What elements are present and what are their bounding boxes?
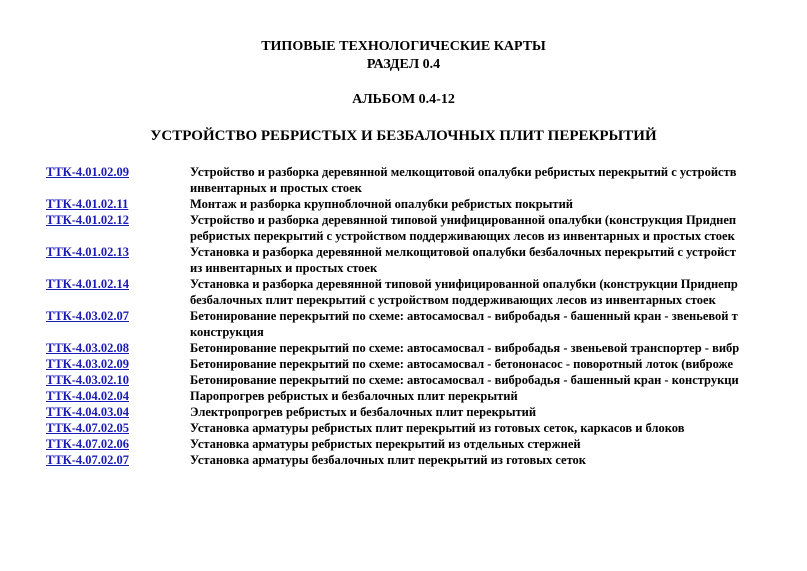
ttk-description [190, 340, 772, 356]
ttk-description-line: Бетонирование перекрытий по схеме: автосамосвал - вибробадья - башенный кран - конструкци [190, 373, 739, 387]
ttk-row [0, 244, 807, 276]
ttk-row [0, 388, 807, 404]
ttk-code-link[interactable]: ТТК-4.03.02.10 [46, 373, 130, 387]
ttk-row [0, 196, 807, 212]
ttk-code-link[interactable]: ТТК-4.03.02.08 [46, 341, 130, 355]
ttk-row [0, 372, 807, 388]
ttk-description-line: Устройство и разборка деревянной типовой унифицированной опалубки (конструкция Приднеп [190, 213, 737, 227]
ttk-row [0, 452, 807, 468]
ttk-description [190, 436, 772, 452]
ttk-description-line: безбалочных плит перекрытий с устройством поддерживающих лесов из инвентарных стоек [190, 293, 716, 307]
ttk-description [190, 372, 772, 388]
ttk-description-line: Бетонирование перекрытий по схеме: автосамосвал - вибробадья - башенный кран - звеньевой т [190, 309, 738, 323]
doc-title: ТИПОВЫЕ ТЕХНОЛОГИЧЕСКИЕ КАРТЫ [261, 39, 546, 54]
ttk-code-link[interactable]: ТТК-4.01.02.11 [46, 197, 129, 211]
ttk-row [0, 212, 807, 244]
ttk-code-link[interactable]: ТТК-4.01.02.12 [46, 213, 130, 227]
ttk-description-line: Установка арматуры безбалочных плит перекрытий из готовых сеток [190, 453, 587, 467]
ttk-description-line: Устройство и разборка деревянной мелкощитовой опалубки ребристых перекрытий с устройств [190, 165, 737, 179]
ttk-description-line: Установка и разборка деревянной мелкощитовой опалубки безбалочных перекрытий с устройст [190, 245, 736, 259]
ttk-description [190, 212, 772, 244]
ttk-code-link[interactable]: ТТК-4.01.02.09 [46, 165, 130, 179]
ttk-row [0, 404, 807, 420]
ttk-row [0, 420, 807, 436]
ttk-description [190, 244, 772, 276]
ttk-code-link[interactable]: ТТК-4.07.02.06 [46, 437, 130, 451]
ttk-code-link[interactable]: ТТК-4.03.02.09 [46, 357, 130, 371]
ttk-description [190, 404, 772, 420]
ttk-description-line: Бетонирование перекрытий по схеме: автосамосвал - вибробадья - звеньевой транспортер - вибр [190, 341, 740, 355]
ttk-code-link[interactable]: ТТК-4.04.02.04 [46, 389, 130, 403]
ttk-description [190, 196, 772, 212]
ttk-description-line: Установка арматуры ребристых плит перекрытий из готовых сеток, каркасов и блоков [190, 421, 685, 435]
ttk-description [190, 452, 772, 468]
ttk-code-link[interactable]: ТТК-4.04.03.04 [46, 405, 130, 419]
ttk-code-link[interactable]: ТТК-4.07.02.05 [46, 421, 130, 435]
ttk-description [190, 308, 772, 340]
ttk-description-line: Установка и разборка деревянной типовой унифицированной опалубки (конструкции Приднепр [190, 277, 738, 291]
ttk-code-link[interactable]: ТТК-4.07.02.07 [46, 453, 130, 467]
ttk-row [0, 276, 807, 308]
ttk-description-line: Бетонирование перекрытий по схеме: автосамосвал - бетононасос - поворотный лоток (виброже [190, 357, 733, 371]
ttk-row [0, 340, 807, 356]
ttk-row [0, 308, 807, 340]
album-subtitle: УСТРОЙСТВО РЕБРИСТЫХ И БЕЗБАЛОЧНЫХ ПЛИТ ПЕРЕКРЫТИЙ [150, 128, 657, 144]
ttk-row [0, 436, 807, 452]
ttk-description-line: Установка арматуры ребристых перекрытий из отдельных стержней [190, 437, 581, 451]
ttk-code-link[interactable]: ТТК-4.01.02.14 [46, 277, 130, 291]
ttk-row [0, 356, 807, 372]
ttk-description-line: конструкция [190, 325, 264, 339]
album-title: АЛЬБОМ 0.4-12 [352, 92, 455, 107]
ttk-description-line: инвентарных и простых стоек [190, 181, 362, 195]
ttk-description-line: Монтаж и разборка крупноблочной опалубки ребристых покрытий [190, 197, 573, 211]
ttk-row [0, 164, 807, 196]
ttk-description-line: Электропрогрев ребристых и безбалочных плит перекрытий [190, 405, 537, 419]
ttk-code-link[interactable]: ТТК-4.03.02.07 [46, 309, 130, 323]
ttk-list [0, 164, 807, 468]
ttk-code-link[interactable]: ТТК-4.01.02.13 [46, 245, 130, 259]
ttk-description-line: Паропрогрев ребристых и безбалочных плит перекрытий [190, 389, 518, 403]
ttk-description [190, 388, 772, 404]
ttk-description [190, 356, 772, 372]
ttk-description [190, 276, 772, 308]
section-title: РАЗДЕЛ 0.4 [366, 57, 441, 72]
ttk-description [190, 420, 772, 436]
ttk-description-line: ребристых перекрытий с устройством поддерживающих лесов из инвентарных и простых стоек [190, 229, 735, 243]
ttk-description [190, 164, 772, 196]
ttk-description-line: из инвентарных и простых стоек [190, 261, 378, 275]
